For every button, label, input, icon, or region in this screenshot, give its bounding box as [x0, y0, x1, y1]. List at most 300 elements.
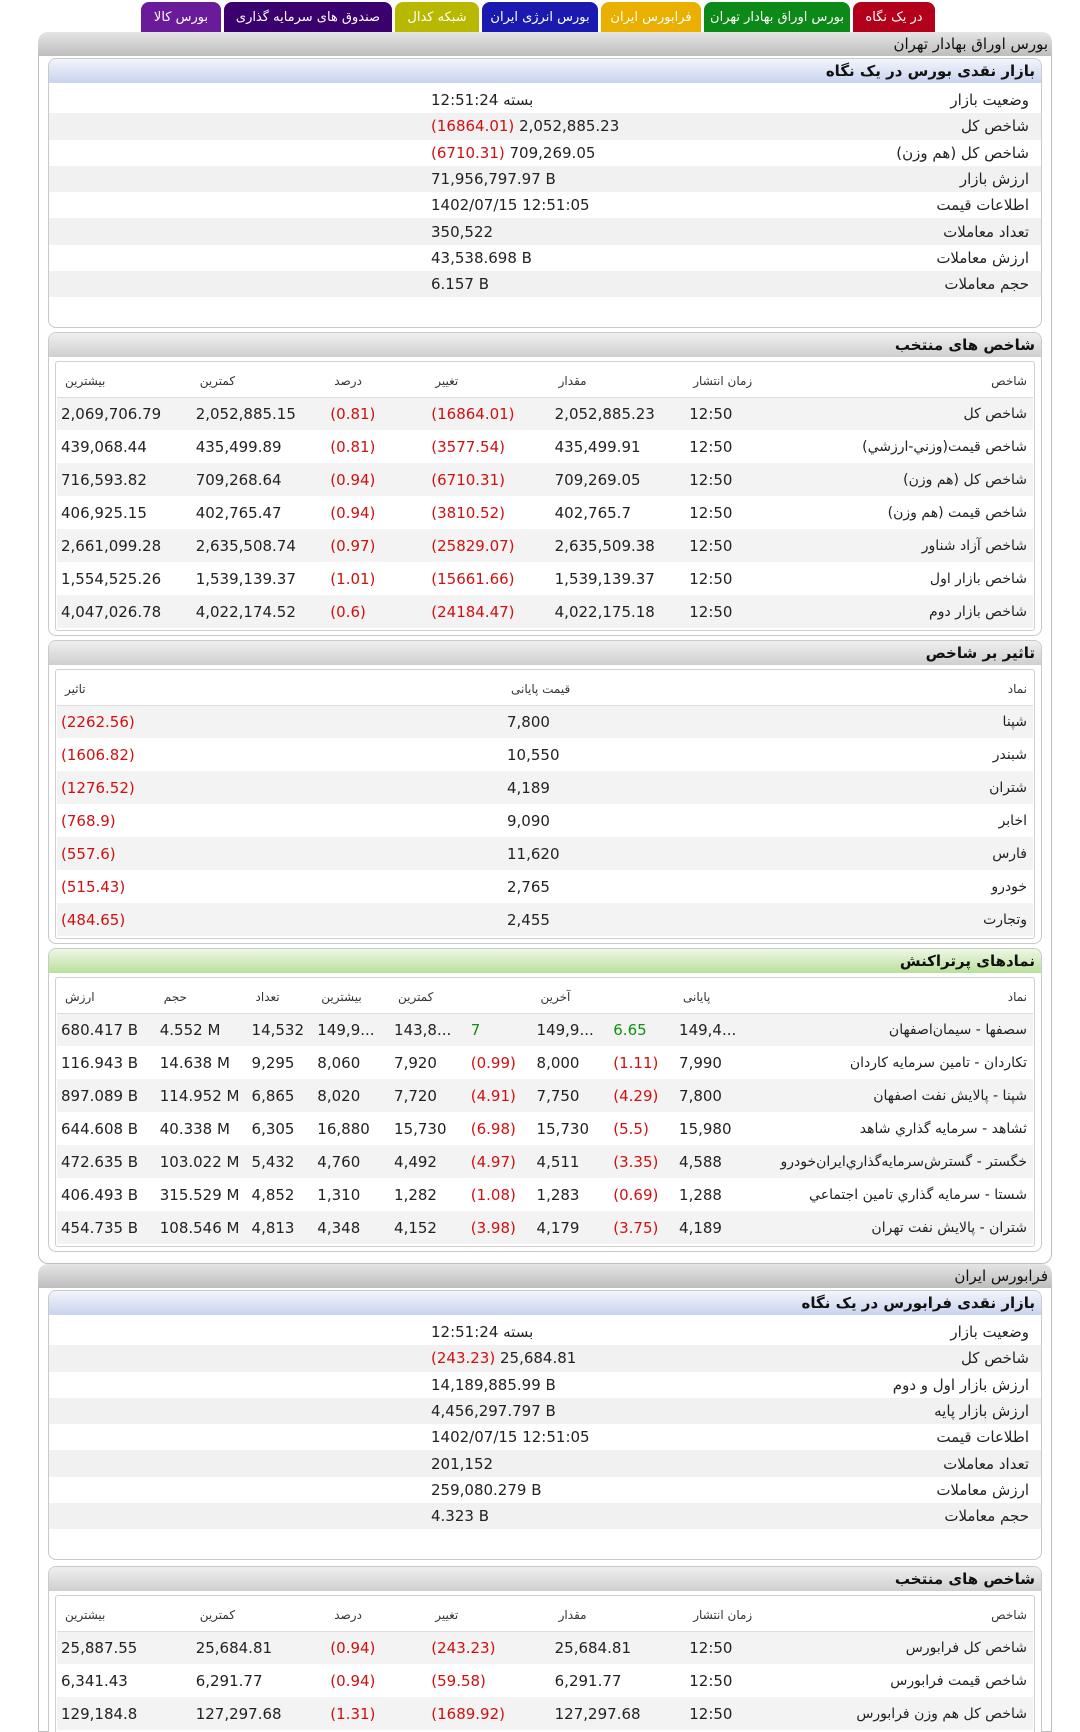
kv-value-cell — [431, 1428, 631, 1446]
value-cell: 1,282 — [394, 1185, 437, 1204]
value-cell: 12:50 — [685, 1697, 808, 1730]
value-cell: (6.98) — [470, 1119, 516, 1138]
value-cell: 4,348 — [313, 1211, 390, 1244]
value-cell: (1.08) — [470, 1185, 516, 1204]
value-cell: 103.022 M — [156, 1145, 248, 1178]
table-row[interactable] — [57, 463, 1033, 496]
value-cell: 127,297.68 — [551, 1697, 686, 1730]
column-header[interactable]: پایانی — [675, 981, 752, 1013]
symbol-cell[interactable]: سصفها - سیمان‌اصفهان — [752, 1013, 1033, 1046]
column-header[interactable]: شاخص — [809, 365, 1033, 397]
value-cell: 6,865 — [248, 1079, 314, 1112]
value-cell: (0.94) — [330, 1671, 376, 1690]
value-cell: (243.23) — [427, 1631, 550, 1664]
kv-label: ارزش معاملات — [936, 1480, 1029, 1499]
table-row[interactable] — [57, 1112, 1033, 1145]
kv-value: بسته 12:51:24 — [431, 91, 534, 110]
symbol-cell[interactable]: شاخص کل فرابورس — [809, 1631, 1033, 1664]
kv-label: ارزش بازار اول و دوم — [892, 1375, 1029, 1394]
symbol-cell[interactable]: خودرو — [991, 878, 1027, 895]
tse-section-title: بورس اوراق بهادار تهران — [38, 32, 1052, 56]
table-row[interactable] — [57, 771, 1033, 804]
symbol-cell[interactable]: شتران - پالایش نفت تهران — [752, 1211, 1033, 1244]
value-cell: 402,765.7 — [554, 503, 631, 522]
kv-label: شاخص کل — [960, 1349, 1029, 1368]
kv-value: 1402/07/15 12:51:05 — [431, 196, 590, 215]
value-cell: 11,620 — [503, 837, 833, 870]
value-cell: 4,511 — [533, 1145, 610, 1178]
tab-at-a-glance[interactable]: در یک نگاه — [853, 2, 935, 32]
kv-row — [49, 113, 1041, 139]
value-cell: (484.65) — [57, 903, 503, 936]
table-row[interactable] — [57, 397, 1033, 430]
ifb-indices-panel — [48, 1566, 1042, 1732]
value-cell: 4.552 M — [156, 1013, 248, 1046]
kv-value: 201,152 — [431, 1454, 494, 1473]
value-cell: 4,189 — [675, 1211, 752, 1244]
table-row[interactable] — [57, 1013, 1033, 1046]
value-cell: (0.6) — [326, 595, 427, 628]
kv-change: (243.23) — [431, 1349, 496, 1368]
value-cell: 7,750 — [533, 1079, 610, 1112]
value-cell: 25,887.55 — [57, 1631, 192, 1664]
kv-value-cell — [431, 170, 631, 188]
value-cell: 315.529 M — [159, 1185, 240, 1204]
symbol-cell[interactable]: شاخص آزاد شناور — [809, 529, 1033, 562]
value-cell: (1.31) — [326, 1697, 427, 1730]
kv-row — [49, 1319, 1041, 1345]
kv-value: 14,189,885.99 B — [431, 1375, 556, 1394]
kv-value: 1402/07/15 12:51:05 — [431, 1428, 590, 1447]
value-cell: (1.01) — [330, 569, 376, 588]
value-cell: 25,684.81 — [551, 1631, 686, 1664]
value-cell: (1689.92) — [427, 1697, 550, 1730]
tse-glance-list — [49, 87, 1041, 297]
table-row[interactable] — [57, 1211, 1033, 1244]
table-row[interactable] — [57, 562, 1033, 595]
symbol-cell[interactable]: شاخص قیمت فرابورس — [890, 1672, 1027, 1689]
tse-active-title: نمادهای پرتراکنش — [49, 949, 1041, 973]
symbol-cell[interactable]: خگستر - گسترش‌سرمايه‌گذاري‌ايران‌خودرو — [752, 1145, 1033, 1178]
value-cell: 7,800 — [503, 705, 833, 738]
value-cell: 435,499.89 — [195, 437, 282, 456]
kv-value-cell — [431, 1455, 631, 1473]
column-header[interactable]: تغییر — [427, 1599, 550, 1631]
value-cell: 897.089 B — [57, 1079, 156, 1112]
value-cell: 6,291.77 — [195, 1671, 263, 1690]
column-header[interactable]: زمان انتشار — [685, 365, 808, 397]
value-cell: 2,635,509.38 — [551, 529, 686, 562]
value-cell: 2,069,706.79 — [57, 397, 192, 430]
value-cell: (16864.01) — [427, 397, 550, 430]
kv-row — [49, 1372, 1041, 1398]
tse-indices-panel — [48, 332, 1042, 636]
value-cell: 4,492 — [390, 1145, 467, 1178]
value-cell: (6710.31) — [427, 463, 550, 496]
value-cell: 1,310 — [317, 1185, 361, 1204]
column-header[interactable]: بیشترین — [313, 981, 390, 1013]
column-header[interactable]: درصد — [326, 1599, 427, 1631]
value-cell: (3577.54) — [431, 437, 505, 456]
column-header[interactable]: نماد — [833, 673, 1033, 705]
value-cell: (557.6) — [57, 837, 503, 870]
kv-value: بسته 12:51:24 — [431, 1323, 534, 1342]
value-cell: 12:50 — [689, 569, 733, 588]
value-cell: (5.5) — [613, 1119, 649, 1138]
kv-label: ارزش معاملات — [936, 248, 1029, 267]
column-header[interactable]: مقدار — [551, 365, 686, 397]
value-cell: 114.952 M — [156, 1079, 248, 1112]
value-cell: 12:50 — [689, 437, 733, 456]
kv-label: شاخص کل (هم وزن) — [896, 143, 1029, 162]
value-cell: 2,455 — [503, 903, 833, 936]
kv-value: 71,956,797.97 B — [431, 170, 556, 189]
kv-row — [49, 218, 1041, 244]
value-cell: 149,9... — [533, 1013, 610, 1046]
kv-row — [49, 192, 1041, 218]
table-row[interactable] — [57, 430, 1033, 463]
table-row[interactable] — [57, 705, 1033, 738]
kv-value: 4.323 B — [431, 1507, 490, 1526]
tse-glance-title: بازار نقدی بورس در یک نگاه — [49, 59, 1041, 83]
kv-value: 4,456,297.797 B — [431, 1402, 556, 1421]
symbol-cell[interactable]: فارس — [833, 837, 1033, 870]
kv-row — [49, 1424, 1041, 1450]
column-header[interactable]: درصد — [326, 365, 427, 397]
kv-label: تعداد معاملات — [943, 222, 1029, 241]
value-cell: 716,593.82 — [57, 463, 192, 496]
kv-label: وضعیت بازار — [950, 1323, 1029, 1342]
value-cell: 6,305 — [251, 1119, 295, 1138]
column-header[interactable]: قیمت پایانی — [503, 673, 833, 705]
symbol-cell[interactable]: وتجارت — [833, 903, 1033, 936]
column-header[interactable] — [609, 981, 675, 1013]
value-cell: (0.69) — [613, 1185, 659, 1204]
value-cell: 4,047,026.78 — [57, 595, 192, 628]
value-cell: 406.493 B — [61, 1185, 139, 1204]
table-header-row — [57, 1599, 1033, 1631]
value-cell: (4.97) — [467, 1145, 533, 1178]
kv-value: 259,080.279 B — [431, 1480, 542, 1499]
symbol-cell[interactable]: شاخص قیمت (هم وزن) — [887, 504, 1027, 521]
symbol-cell[interactable]: شپنا — [833, 705, 1033, 738]
value-cell: 12:50 — [685, 463, 808, 496]
value-cell: 439,068.44 — [61, 437, 147, 456]
kv-value-cell — [431, 1481, 631, 1499]
kv-value-cell — [431, 275, 631, 293]
value-cell: 4,189 — [503, 771, 833, 804]
kv-change: (16864.01) — [431, 117, 515, 136]
value-cell: 8,000 — [536, 1053, 580, 1072]
kv-row — [49, 1477, 1041, 1503]
value-cell: 4,022,175.18 — [551, 595, 686, 628]
kv-value: 43,538.698 B — [431, 248, 532, 267]
ifb-glance-title: بازار نقدی فرابورس در یک نگاه — [49, 1291, 1041, 1315]
value-cell: (1.11) — [613, 1053, 659, 1072]
value-cell: 12:50 — [689, 503, 733, 522]
column-header[interactable]: بیشترین — [57, 365, 192, 397]
value-cell: 2,661,099.28 — [57, 529, 192, 562]
value-cell: (3.75) — [609, 1211, 675, 1244]
value-cell: 15,980 — [679, 1119, 732, 1138]
tab-ifb[interactable]: فرابورس ایران — [601, 2, 701, 32]
tse-impact-table — [57, 673, 1033, 936]
value-cell: 7,920 — [394, 1053, 437, 1072]
value-cell: 4,813 — [248, 1211, 314, 1244]
value-cell: 4,852 — [251, 1185, 295, 1204]
value-cell: (2262.56) — [57, 705, 503, 738]
value-cell: (59.58) — [431, 1671, 486, 1690]
value-cell: 15,730 — [394, 1119, 447, 1138]
value-cell: 472.635 B — [57, 1145, 156, 1178]
value-cell: 8,060 — [317, 1053, 361, 1072]
kv-row — [49, 271, 1041, 297]
value-cell: 4,022,174.52 — [192, 595, 327, 628]
symbol-cell[interactable]: شاخص کل هم وزن فرابورس — [809, 1697, 1033, 1730]
symbol-cell[interactable]: تکاردان - تامین سرمایه کاردان — [849, 1054, 1027, 1071]
value-cell: 1,288 — [679, 1185, 722, 1204]
kv-value-cell — [431, 1349, 631, 1367]
value-cell: 149,4... — [675, 1013, 752, 1046]
value-cell: 1,539,139.37 — [554, 569, 655, 588]
value-cell: 2,052,885.23 — [551, 397, 686, 430]
symbol-cell[interactable]: ثشاهد - سرمايه گذاري شاهد — [859, 1120, 1027, 1137]
tse-impact-title: تاثیر بر شاخص — [49, 641, 1041, 665]
tab-commodity[interactable]: بورس کالا — [141, 2, 221, 32]
value-cell: (3.35) — [609, 1145, 675, 1178]
value-cell: 402,765.47 — [195, 503, 282, 522]
kv-label: وضعیت بازار — [950, 91, 1029, 110]
value-cell: 4,588 — [675, 1145, 752, 1178]
kv-label: ارزش بازار پایه — [934, 1402, 1029, 1421]
value-cell: 4,760 — [313, 1145, 390, 1178]
value-cell: 6,291.77 — [554, 1671, 622, 1690]
kv-row — [49, 245, 1041, 271]
symbol-cell[interactable]: شستا - سرمايه گذاري تامين اجتماعي — [809, 1186, 1027, 1203]
tse-indices-title: شاخص های منتخب — [49, 333, 1041, 357]
table-row[interactable] — [57, 595, 1033, 628]
value-cell: 9,295 — [251, 1053, 295, 1072]
column-header[interactable] — [467, 981, 533, 1013]
value-cell: 108.546 M — [156, 1211, 248, 1244]
tse-indices-table — [57, 365, 1033, 628]
value-cell: (4.29) — [609, 1079, 675, 1112]
ifb-section-title: فرابورس ایران — [38, 1264, 1052, 1288]
value-cell: (3.98) — [467, 1211, 533, 1244]
column-header[interactable]: تعداد — [248, 981, 314, 1013]
symbol-cell[interactable]: شاخص بازار اول — [929, 570, 1027, 587]
symbol-cell[interactable]: شاخص قیمت(وزني-ارزشي) — [862, 438, 1027, 455]
column-header[interactable]: آخرین — [533, 981, 610, 1013]
kv-row — [49, 166, 1041, 192]
value-cell: 40.338 M — [159, 1119, 230, 1138]
value-cell: 406,925.15 — [61, 503, 147, 522]
value-cell: 149,9... — [313, 1013, 390, 1046]
value-cell: (0.94) — [330, 503, 376, 522]
kv-label: حجم معاملات — [944, 1507, 1029, 1526]
value-cell: 709,269.05 — [551, 463, 686, 496]
value-cell: 6,341.43 — [61, 1671, 128, 1690]
value-cell: 2,052,885.15 — [192, 397, 327, 430]
table-row[interactable] — [57, 529, 1033, 562]
value-cell: 1,283 — [536, 1185, 580, 1204]
column-header[interactable]: بیشترین — [57, 1599, 192, 1631]
table-header-row — [57, 981, 1033, 1013]
table-row[interactable] — [57, 1664, 1033, 1697]
value-cell: 12:50 — [685, 529, 808, 562]
value-cell: 709,268.64 — [192, 463, 327, 496]
kv-change: (6710.31) — [431, 143, 505, 162]
table-row[interactable] — [57, 1145, 1033, 1178]
symbol-cell[interactable]: شپنا - پالایش نفت اصفهان — [752, 1079, 1033, 1112]
value-cell: 25,684.81 — [192, 1631, 327, 1664]
tse-glance-panel — [48, 58, 1042, 328]
table-row[interactable] — [57, 1079, 1033, 1112]
column-header[interactable]: مقدار — [551, 1599, 686, 1631]
table-row[interactable] — [57, 1178, 1033, 1211]
value-cell: (4.91) — [467, 1079, 533, 1112]
table-row[interactable] — [57, 870, 1033, 903]
kv-row — [49, 1450, 1041, 1476]
value-cell: (3810.52) — [431, 503, 505, 522]
value-cell: 14.638 M — [159, 1053, 230, 1072]
table-row[interactable] — [57, 496, 1033, 529]
tse-active-panel — [48, 948, 1042, 1252]
tab-codal[interactable]: شبکه کدال — [395, 2, 479, 32]
kv-value-cell — [431, 223, 631, 241]
column-header[interactable]: تاثیر — [57, 673, 503, 705]
kv-row — [49, 87, 1041, 113]
value-cell: 12:50 — [689, 1671, 733, 1690]
kv-label: حجم معاملات — [944, 275, 1029, 294]
column-header[interactable]: حجم — [156, 981, 248, 1013]
value-cell: (15661.66) — [431, 569, 515, 588]
symbol-cell[interactable]: شبندر — [992, 746, 1027, 763]
ifb-glance-panel — [48, 1290, 1042, 1560]
value-cell: (515.43) — [61, 877, 126, 896]
value-cell: (0.94) — [326, 463, 427, 496]
value-cell: 7,800 — [675, 1079, 752, 1112]
kv-label: اطلاعات قیمت — [936, 196, 1029, 215]
value-cell: 4,179 — [533, 1211, 610, 1244]
table-row[interactable] — [57, 738, 1033, 771]
table-row[interactable] — [57, 1697, 1033, 1730]
symbol-cell[interactable]: شاخص کل — [809, 397, 1033, 430]
kv-value-cell — [431, 1323, 631, 1341]
value-cell: 127,297.68 — [192, 1697, 327, 1730]
kv-value: 6.157 B — [431, 275, 490, 294]
tse-impact-panel — [48, 640, 1042, 944]
value-cell: 12:50 — [685, 397, 808, 430]
value-cell: 4,152 — [390, 1211, 467, 1244]
kv-row — [49, 1398, 1041, 1424]
value-cell: 129,184.8 — [57, 1697, 192, 1730]
symbol-cell[interactable]: شاخص کل (هم وزن) — [809, 463, 1033, 496]
kv-value-cell — [431, 144, 631, 162]
value-cell: 5,432 — [248, 1145, 314, 1178]
value-cell: 10,550 — [507, 745, 560, 764]
kv-value: 25,684.81 — [499, 1349, 577, 1368]
column-header[interactable]: زمان انتشار — [685, 1599, 808, 1631]
column-header[interactable]: ارزش — [57, 981, 156, 1013]
symbol-cell[interactable]: شاخص بازار دوم — [809, 595, 1033, 628]
value-cell: 6.65 — [609, 1013, 675, 1046]
symbol-cell[interactable]: شتران — [833, 771, 1033, 804]
symbol-cell[interactable]: اخابر — [998, 812, 1027, 829]
column-header[interactable]: نماد — [752, 981, 1033, 1013]
table-row[interactable] — [57, 1046, 1033, 1079]
value-cell: 2,765 — [507, 877, 550, 896]
kv-value-cell — [431, 249, 631, 267]
value-cell: (25829.07) — [427, 529, 550, 562]
value-cell: 8,020 — [313, 1079, 390, 1112]
kv-label: تعداد معاملات — [943, 1454, 1029, 1473]
kv-value-cell — [431, 91, 631, 109]
kv-row — [49, 1345, 1041, 1371]
value-cell: 14,532 — [248, 1013, 314, 1046]
ifb-glance-list — [49, 1319, 1041, 1529]
value-cell: (1276.52) — [57, 771, 503, 804]
tab-tse[interactable]: بورس اوراق بهادار تهران — [704, 2, 850, 32]
kv-value: 709,269.05 — [509, 143, 596, 162]
kv-value-cell — [431, 196, 631, 214]
kv-value-cell — [431, 1376, 631, 1394]
ifb-indices-table — [57, 1599, 1033, 1730]
table-row[interactable] — [57, 804, 1033, 837]
kv-label: شاخص کل — [960, 117, 1029, 136]
kv-label: اطلاعات قیمت — [936, 1428, 1029, 1447]
kv-label: ارزش بازار — [959, 170, 1029, 189]
value-cell: 12:50 — [685, 595, 808, 628]
tab-energy[interactable]: بورس انرژی ایران — [482, 2, 598, 32]
table-header-row — [57, 365, 1033, 397]
value-cell: 680.417 B — [57, 1013, 156, 1046]
value-cell: (0.94) — [326, 1631, 427, 1664]
value-cell: 1,554,525.26 — [61, 569, 162, 588]
value-cell: (1606.82) — [61, 745, 135, 764]
column-header[interactable]: کمترین — [192, 1599, 327, 1631]
value-cell: (0.81) — [330, 437, 376, 456]
table-row[interactable] — [57, 1631, 1033, 1664]
kv-value: 2,052,885.23 — [519, 117, 620, 136]
value-cell: 644.608 B — [61, 1119, 139, 1138]
value-cell: (768.9) — [61, 811, 116, 830]
column-header[interactable]: کمترین — [390, 981, 467, 1013]
column-header[interactable]: تغییر — [427, 365, 550, 397]
tab-funds[interactable]: صندوق های سرمایه گذاری — [224, 2, 392, 32]
value-cell: 1,539,139.37 — [195, 569, 296, 588]
kv-row — [49, 140, 1041, 166]
value-cell: 143,8... — [390, 1013, 467, 1046]
value-cell: 116.943 B — [61, 1053, 139, 1072]
column-header[interactable]: کمترین — [192, 365, 327, 397]
value-cell: 7 — [467, 1013, 533, 1046]
value-cell: 16,880 — [317, 1119, 370, 1138]
kv-value-cell — [431, 117, 631, 135]
table-row[interactable] — [57, 903, 1033, 936]
tse-active-table — [57, 981, 1033, 1244]
column-header[interactable]: شاخص — [809, 1599, 1033, 1631]
table-row[interactable] — [57, 837, 1033, 870]
value-cell: (0.97) — [326, 529, 427, 562]
kv-value-cell — [431, 1507, 631, 1525]
value-cell: (24184.47) — [427, 595, 550, 628]
top-tabs — [140, 2, 935, 34]
value-cell: 7,720 — [390, 1079, 467, 1112]
ifb-indices-title: شاخص های منتخب — [49, 1567, 1041, 1591]
value-cell: 9,090 — [507, 811, 550, 830]
value-cell: 7,990 — [679, 1053, 722, 1072]
